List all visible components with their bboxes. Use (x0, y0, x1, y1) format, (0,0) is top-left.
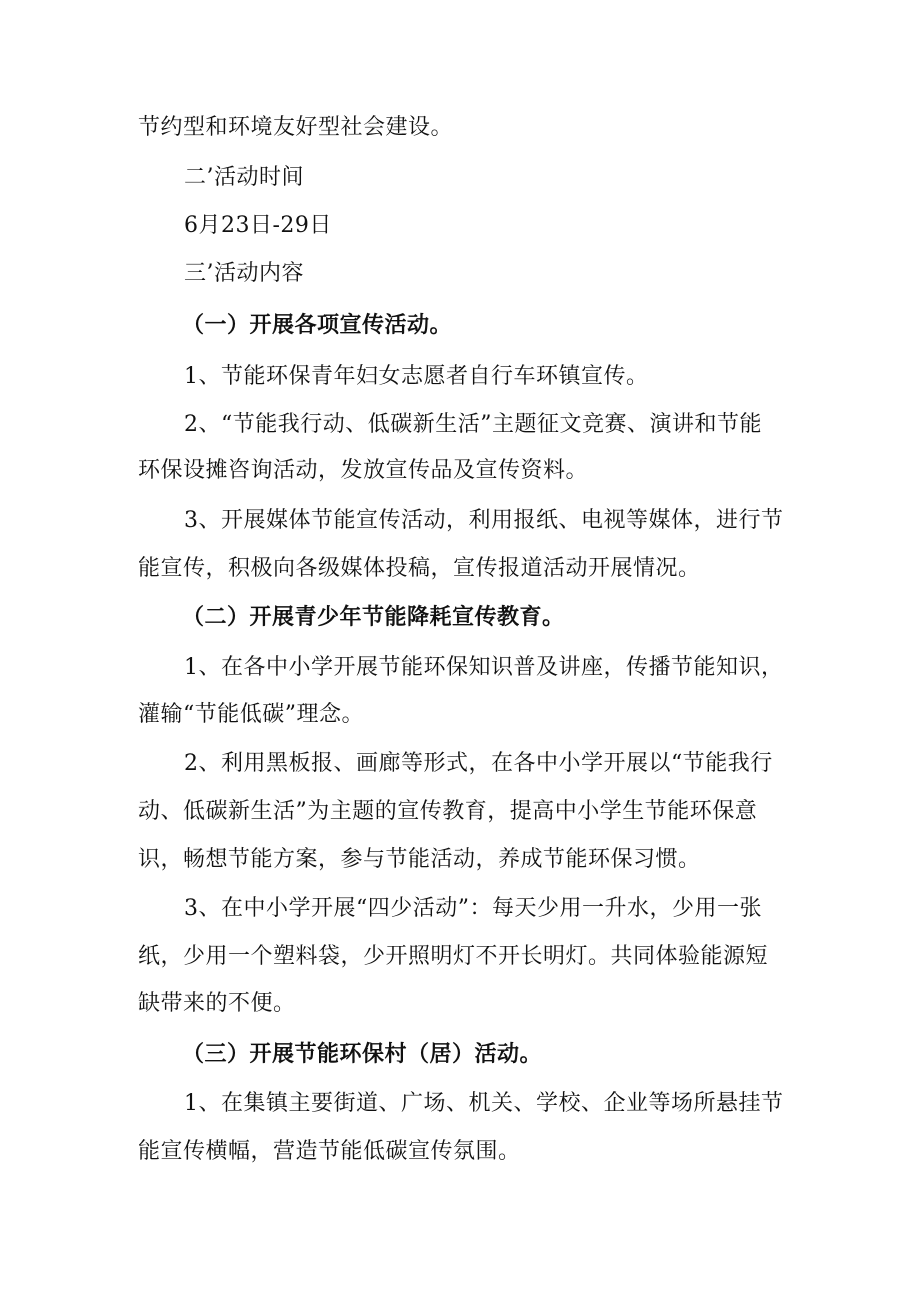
subsection-heading-1: （一）开展各项宣传活动。 (182, 313, 453, 338)
section-heading-time: 二’活动时间 (184, 165, 304, 190)
paragraph-line: 1、节能环保青年妇女志愿者自行车环镇宣传。 (184, 364, 649, 389)
section-heading-content: 三’活动内容 (184, 261, 304, 286)
paragraph-line: 能宣传横幅，营造节能低碳宣传氛围。 (138, 1139, 521, 1164)
paragraph-line: 3、开展媒体节能宣传活动，利用报纸、电视等媒体，进行节 (184, 508, 784, 533)
activity-date: 6月23日-29日 (184, 213, 332, 238)
paragraph-line: 缺带来的不便。 (138, 991, 296, 1016)
paragraph-line: 识，畅想节能方案，参与节能活动，养成节能环保习惯。 (138, 847, 701, 872)
paragraph-line: 节约型和环境友好型社会建设。 (138, 115, 454, 140)
subsection-heading-3: （三）开展节能环保村（居）活动。 (182, 1042, 543, 1067)
paragraph-line: 能宣传，积极向各级媒体投稿，宣传报道活动开展情况。 (138, 556, 701, 581)
subsection-heading-2: （二）开展青少年节能降耗宣传教育。 (182, 605, 565, 630)
paragraph-line: 环保设摊咨询活动，发放宣传品及宣传资料。 (138, 458, 589, 483)
paragraph-line: 灌输“节能低碳”理念。 (138, 702, 364, 727)
paragraph-line: 3、在中小学开展“四少活动”：每天少用一升水，少用一张 (184, 896, 762, 921)
paragraph-line: 1、在集镇主要街道、广场、机关、学校、企业等场所悬挂节 (184, 1091, 784, 1116)
paragraph-line: 2、“节能我行动、低碳新生活”主题征文竞赛、演讲和节能 (184, 412, 762, 437)
paragraph-line: 2、利用黑板报、画廊等形式，在各中小学开展以“节能我行 (184, 751, 773, 776)
paragraph-line: 动、低碳新生活”为主题的宣传教育，提高中小学生节能环保意 (138, 799, 758, 824)
paragraph-line: 1、在各中小学开展节能环保知识普及讲座，传播节能知识， (184, 655, 784, 680)
paragraph-line: 纸，少用一个塑料袋，少开照明灯不开长明灯。共同体验能源短 (138, 944, 769, 969)
